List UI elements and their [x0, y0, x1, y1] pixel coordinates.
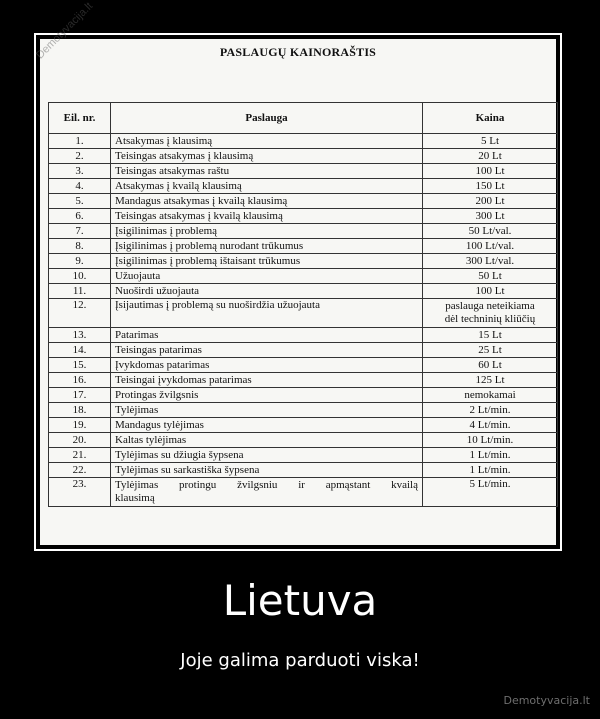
- row-service: Teisingas atsakymas į klausimą: [111, 149, 423, 164]
- row-price: 50 Lt/val.: [423, 224, 558, 239]
- row-number: 15.: [49, 358, 111, 373]
- table-row: [49, 418, 558, 433]
- table-row: [49, 388, 558, 403]
- row-service: Mandagus atsakymas į kvailą klausimą: [111, 194, 423, 209]
- row-number: 2.: [49, 149, 111, 164]
- site-brand-link[interactable]: Demotyvacija.lt: [503, 694, 590, 707]
- row-number: 9.: [49, 254, 111, 269]
- row-service-line: Tylėjimas protingu žvilgsniu ir apmąstant kvailą: [115, 479, 418, 491]
- row-service: Kaltas tylėjimas: [111, 433, 423, 448]
- row-service: Teisingas atsakymas į kvailą klausimą: [111, 209, 423, 224]
- poster-subcaption: Joje galima parduoti viska!: [180, 650, 420, 671]
- row-price: 5 Lt: [423, 134, 558, 149]
- row-price: nemokamai: [423, 388, 558, 403]
- row-number: 22.: [49, 463, 111, 478]
- row-service: Įsigilinimas į problemą: [111, 224, 423, 239]
- table-row: [49, 478, 558, 507]
- row-service: Atsakymas į kvailą klausimą: [111, 179, 423, 194]
- row-number: 4.: [49, 179, 111, 194]
- table-row: [49, 433, 558, 448]
- table-row: [49, 239, 558, 254]
- row-number: 21.: [49, 448, 111, 463]
- row-price: 25 Lt: [423, 343, 558, 358]
- table-row: [49, 463, 558, 478]
- row-service: Mandagus tylėjimas: [111, 418, 423, 433]
- table-header-row: [49, 103, 558, 134]
- row-service: Užuojauta: [111, 269, 423, 284]
- row-service-line: klausimą: [115, 492, 155, 504]
- row-price: 60 Lt: [423, 358, 558, 373]
- row-number: 8.: [49, 239, 111, 254]
- row-service: Nuoširdi užuojauta: [111, 284, 423, 299]
- table-row: [49, 134, 558, 149]
- row-number: 19.: [49, 418, 111, 433]
- column-header-nr: Eil. nr.: [49, 103, 111, 134]
- table-row: [49, 403, 558, 418]
- row-service: Įsigilinimas į problemą nurodant trūkumus: [111, 239, 423, 254]
- row-price: 1 Lt/min.: [423, 463, 558, 478]
- row-service: Įsijautimas į problemą su nuoširdžia užuojauta: [111, 299, 423, 328]
- row-service: Teisingas patarimas: [111, 343, 423, 358]
- row-number: 23.: [49, 478, 111, 507]
- row-price: 2 Lt/min.: [423, 403, 558, 418]
- table-row: [49, 328, 558, 343]
- row-price-line: dėl techninių kliūčių: [444, 313, 536, 325]
- document-title: PASLAUGŲ KAINORAŠTIS: [219, 45, 377, 59]
- row-price: 100 Lt: [423, 164, 558, 179]
- column-header-service: Paslauga: [111, 103, 423, 134]
- row-price: 10 Lt/min.: [423, 433, 558, 448]
- row-price: 300 Lt: [423, 209, 558, 224]
- row-number: 7.: [49, 224, 111, 239]
- row-number: 17.: [49, 388, 111, 403]
- row-number: 5.: [49, 194, 111, 209]
- row-number: 20.: [49, 433, 111, 448]
- row-price: 100 Lt/val.: [423, 239, 558, 254]
- row-number: 13.: [49, 328, 111, 343]
- column-header-price: Kaina: [423, 103, 558, 134]
- row-service: Teisingas atsakymas raštu: [111, 164, 423, 179]
- row-number: 12.: [49, 299, 111, 328]
- row-price: 20 Lt: [423, 149, 558, 164]
- row-price: 1 Lt/min.: [423, 448, 558, 463]
- row-number: 6.: [49, 209, 111, 224]
- row-service: Teisingai įvykdomas patarimas: [111, 373, 423, 388]
- row-service: [111, 478, 423, 507]
- row-service: Atsakymas į klausimą: [111, 134, 423, 149]
- row-service: Tylėjimas su sarkastiška šypsena: [111, 463, 423, 478]
- watermark: Demotyvacija.lt: [34, 0, 96, 62]
- row-price-line: paslauga neteikiama: [445, 300, 535, 312]
- row-service: Protingas žvilgsnis: [111, 388, 423, 403]
- row-price: 4 Lt/min.: [423, 418, 558, 433]
- row-number: 1.: [49, 134, 111, 149]
- row-price: 50 Lt: [423, 269, 558, 284]
- row-price: 300 Lt/val.: [423, 254, 558, 269]
- table-row: [49, 448, 558, 463]
- table-row: [49, 373, 558, 388]
- table-row: [49, 254, 558, 269]
- row-price: 125 Lt: [423, 373, 558, 388]
- poster-frame: [34, 0, 562, 551]
- row-service: Įsigilinimas į problemą ištaisant trūkumus: [111, 254, 423, 269]
- table-row: [49, 179, 558, 194]
- price-list-document: [34, 0, 556, 545]
- table-row: [49, 194, 558, 209]
- row-number: 11.: [49, 284, 111, 299]
- row-price: 15 Lt: [423, 328, 558, 343]
- row-price: 100 Lt: [423, 284, 558, 299]
- table-row: [49, 284, 558, 299]
- row-service: Įvykdomas patarimas: [111, 358, 423, 373]
- row-price: 5 Lt/min.: [423, 478, 558, 507]
- row-service: Tylėjimas su džiugia šypsena: [111, 448, 423, 463]
- table-row: [49, 224, 558, 239]
- row-number: 3.: [49, 164, 111, 179]
- price-table: [48, 102, 558, 507]
- table-row: [49, 358, 558, 373]
- row-price: 200 Lt: [423, 194, 558, 209]
- row-service: Patarimas: [111, 328, 423, 343]
- row-price: 150 Lt: [423, 179, 558, 194]
- table-row: [49, 269, 558, 284]
- table-row: [49, 299, 558, 328]
- poster-caption: Lietuva: [222, 576, 378, 625]
- table-row: [49, 164, 558, 179]
- table-row: [49, 149, 558, 164]
- row-number: 18.: [49, 403, 111, 418]
- table-row: [49, 343, 558, 358]
- row-price: [423, 299, 558, 328]
- row-number: 16.: [49, 373, 111, 388]
- row-number: 14.: [49, 343, 111, 358]
- table-row: [49, 209, 558, 224]
- row-service: Tylėjimas: [111, 403, 423, 418]
- row-number: 10.: [49, 269, 111, 284]
